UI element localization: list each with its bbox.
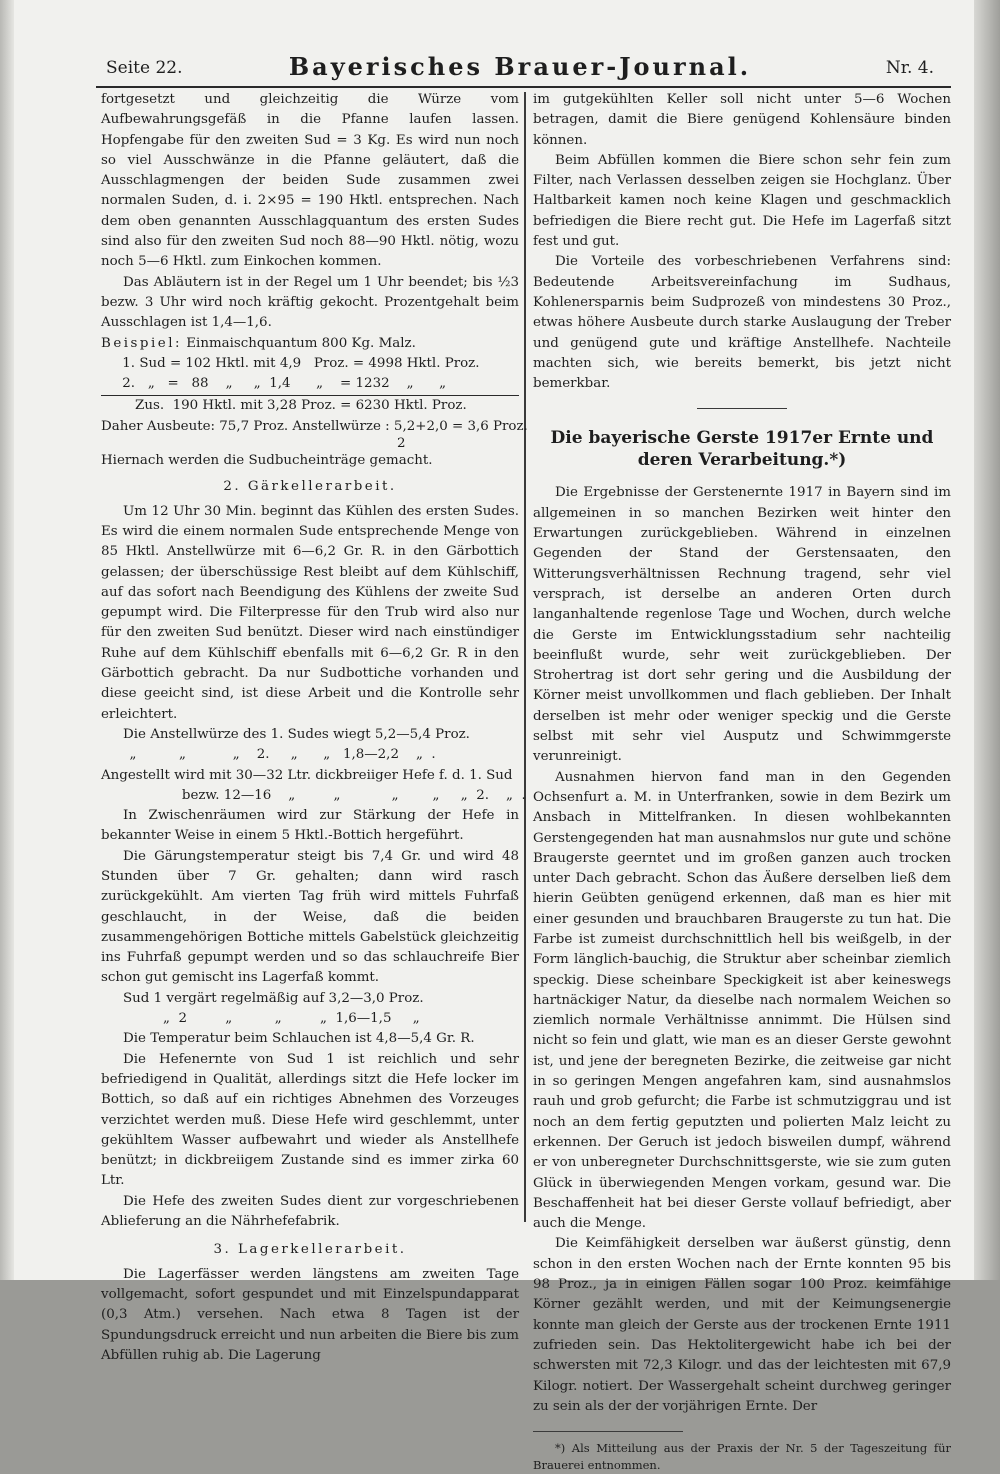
page-number: Seite 22. <box>106 58 183 78</box>
footnote: *) Als Mitteilung aus der Praxis der Nr. 5 der Tageszeitung für Brauerei entnommen. <box>533 1441 951 1473</box>
paragraph: Beim Abfüllen kommen die Biere schon sehr fein zum Filter, nach Verlassen desselben zeigen sie Hochglanz. Über Haltbarkeit kamen noch keine Klagen und geschmacklich befriedigen die Biere recht gut. Die Hefe im Lagerfaß sitzt fest und gut. <box>533 152 951 250</box>
paragraph: Die Ergebnisse der Gerstenernte 1917 in Bayern sind im allgemeinen in so manchen Bezirken weit hinter den Erwartungen zurückgeblieben. Während in einzelnen Gegenden der Stand der Gerstensaaten, den Witterungsverhältnissen Rechnung tragend, sehr viel versprach, ist derselbe an anderen Orten durch langanhaltende regenlose Tage und Wochen, durch welche die Gerste im Entwicklungsstadium sehr nachteilig beeinflußt wurde, sehr weit zurückgeblieben. Der Strohertrag ist dort sehr gering und die Ausbildung der Körner meist unvollkommen und flach geblieben. Der Inhalt derselben ist mehr oder weniger speckig und die Gerste selbst mit sehr viel Ausputz und Schwimmgerste verunreinigt. <box>533 485 951 765</box>
paragraph: Die Temperatur beim Schlauchen ist 4,8—5,4 Gr. R. <box>123 1031 475 1047</box>
paragraph: Die Hefe des zweiten Sudes dient zur vorgeschriebenen Ablieferung an die Nährhefefabrik. <box>101 1193 519 1230</box>
binding-edge <box>0 0 14 1280</box>
paragraph: Die Anstellwürze des 1. Sudes wiegt 5,2—5,4 Proz. <box>123 726 470 742</box>
calc-line: „ 2 „ „ „ 1,6—1,5 „ <box>163 1011 420 1027</box>
paragraph: Die Gärungstemperatur steigt bis 7,4 Gr. und wird 48 Stunden über 7 Gr. gehalten; dann wird rasch zurückgekühlt. Am vierten Tag früh wird mittels Fuhrfaß geschlaucht, in der Weise, daß die beiden zusammengehörigen Bottiche mittels Gabelstück gleichzeitig ins Fuhrfaß gepumpt werden und so das schlauchreife Bier schon gut gemischt ins Lagerfaß kommt. <box>101 848 519 986</box>
page-edge <box>974 0 1000 1280</box>
paragraph: Das Abläutern ist in der Regel um 1 Uhr beendet; bis ½3 bezw. 3 Uhr wird noch kräftig gekocht. Prozentgehalt beim Ausschlagen ist 1,4—1,6. <box>101 274 519 331</box>
issue-number: Nr. 4. <box>885 58 934 78</box>
running-head <box>100 52 940 82</box>
footnote-rule <box>533 1431 683 1432</box>
calc-line: „ „ „ 2. „ „ 1,8—2,2 „ . <box>121 747 436 763</box>
calc-line: 2. „ = 88 „ „ 1,4 „ = 1232 „ „ <box>101 376 447 392</box>
paragraph: Die Hefenernte von Sud 1 ist reichlich und sehr befriedigend in Qualität, allerdings sitzt die Hefe locker im Bottich, so daß auf ein richtiges Abnehmen des Vorzeuges verzichtet werden muß. Diese Hefe wird geschlemmt, unter gekühltem Wasser aufbewahrt und wieder als Anstellhefe benützt; in dickbreiigem Zustande sind es immer zirka 60 Ltr. <box>101 1051 519 1189</box>
paragraph: Sud 1 vergärt regelmäßig auf 3,2—3,0 Proz. <box>123 990 424 1006</box>
paragraph: Angestellt wird mit 30—32 Ltr. dickbreiiger Hefe f. d. 1. Sud <box>101 767 513 783</box>
section-rule <box>697 408 787 409</box>
paragraph: Die Lagerfässer werden längstens am zweiten Tage vollgemacht, sofort gespundet und mit Einzelspundapparat (0,3 Atm.) versehen. Nach etwa 8 Tagen ist der Spundungsdruck erreicht und nun arbeiten die Biere bis zum Abfüllen ruhig ab. Die Lagerung <box>101 1266 519 1363</box>
paragraph: In Zwischenräumen wird zur Stärkung der Hefe in bekannter Weise in einem 5 Hktl.-Bottich hergeführt. <box>101 808 519 844</box>
calc-line: 1. Sud = 102 Hktl. mit 4,9 Proz. = 4998 Hktl. Proz. <box>101 355 480 371</box>
example-line <box>101 334 519 354</box>
example-label: Beispiel: <box>101 335 182 351</box>
calc-line: bezw. 12—16 „ „ „ „ „ 2. „ . <box>101 787 526 803</box>
calc-yield: Daher Ausbeute: 75,7 Proz. Anstellwürze : 5,2+2,0 = 3,6 Proz. <box>101 418 528 434</box>
journal-title: Bayerisches Brauer-Journal. <box>288 52 752 81</box>
paragraph: Die Vorteile des vorbeschriebenen Verfahrens sind: Bedeutende Arbeitsvereinfachung im Sudhaus, Kohlenersparnis beim Sudprozeß von mindestens 30 Proz., etwas höhere Ausbeute durch starke Auslaugung der Treber und genügend gute und kräftige Anstellhefe. Nachteile machten sich, wie bereits bemerkt, bis jetzt nicht bemerkbar. <box>533 254 951 392</box>
paragraph: Ausnahmen hiervon fand man in den Gegenden Ochsenfurt a. M. in Unterfranken, sowie in dem Bezirk um Ansbach in Mittelfranken. In diesen wohlbekannten Gerstengegenden hat man ausnahmslos nur gute und schöne Braugerste geerntet und im großen ganzen auch trocken unter Dach gebracht. Schon das Äußere derselben ließ dem hierin Geübten genügend erkennen, daß man es hier mit einer gesunden und brauchbaren Braugerste zu tun hat. Die Farbe ist zumeist durchschnittlich hell bis weißgelb, in der Form länglich-bauchig, die Struktur aber scheinbar ziemlich speckig. Diese scheinbare Speckigkeit ist aber keineswegs hartnäckiger Natur, da dieselbe nach normalem Weichen so ziemlich normale Verhältnisse annimmt. Die Hülsen sind nicht so fein und glatt, wie man es an dieser Gerste gewohnt ist, und jene der beregneten Bezirke, die zeitweise gar nicht in so geringen Mengen angefahren kam, sind ausnahmslos rauh und grob gefurcht; die Farbe ist schmutziggrau und ist noch an dem fertig geputzten und polierten Malz leicht zu erkennen. Der Geruch ist jedoch bisweilen dumpf, während er von unberegneter Durchschnittsgerste, wie sie zum guten Glück in überwiegenden Mengen vorkam, gesund war. Die Beschaffenheit hat bei dieser Gerste vollauf befriedigt, aber auch die Menge. <box>533 769 951 1232</box>
paragraph: Die Keimfähigkeit derselben war äußerst günstig, denn schon in den ersten Wochen nach der Ernte konnten 95 bis 98 Proz., ja in einigen Fällen sogar 100 Proz. keimfähige Körner gezählt werden, und mit der Keimungsenergie konnte man gleich der Gerste aus der trockenen Ernte 1911 zufrieden sein. Das Hektolitergewicht habe ich bei der schwersten mit 72,3 Kilogr. und das der leichtesten mit 67,9 Kilogr. notiert. Der Wassergehalt scheint durchweg geringer zu sein als der der vorjährigen Ernte. Der <box>533 1236 951 1414</box>
calc-sum: Zus. 190 Hktl. mit 3,28 Proz. = 6230 Hktl. Proz. <box>101 395 519 416</box>
paragraph: im gutgekühlten Keller soll nicht unter 5—6 Wochen betragen, damit die Biere genügend Kohlensäure binden können. <box>533 92 951 148</box>
right-column <box>533 90 951 1474</box>
paragraph: Hiernach werden die Sudbucheinträge gemacht. <box>101 453 433 469</box>
article-title: Die bayerische Gerste 1917er Ernte und deren Verarbeitung.*) <box>550 428 934 471</box>
left-column <box>101 90 528 1366</box>
calc-divisor: 2 <box>397 436 406 452</box>
paragraph: Um 12 Uhr 30 Min. beginnt das Kühlen des ersten Sudes. Es wird die einem normalen Sude entsprechende Menge von 85 Hktl. Anstellwürze mit 6—6,2 Gr. R. in den Gärbottich gelassen; der überschüssige Rest bleibt auf dem Kühlschiff, auf das sofort nach Beendigung des Kühlens der zweite Sud gepumpt wird. Die Filterpresse für den Trub wird also nur für den zweiten Sud benützt. Dieser wird nach einstündiger Ruhe auf dem Kühlschiff ebenfalls mit 6—6,2 Gr. R in den Gärbottich gebracht. Da nur Sudbottiche vorhanden und diese geeicht sind, ist diese Arbeit und die Kontrolle sehr erleichtert. <box>101 503 519 722</box>
header-rule <box>96 86 951 88</box>
section-title: 3. Lagerkellerarbeit. <box>213 1242 407 1258</box>
column-divider <box>524 92 526 1222</box>
paragraph: fortgesetzt und gleichzeitig die Würze vom Aufbewahrungsgefäß in die Pfanne laufen lassen. Hopfengabe für den zweiten Sud = 3 Kg. Es wird nun noch so viel Ausschwänze in die Pfanne geläutert, daß die Ausschlagmengen der beiden Sude zusammen zwei normalen Suden, d. i. 2×95 = 190 Hktl. entsprechen. Nach dem oben genannten Ausschlagquantum des ersten Sudes sind also für den zweiten Sud noch 88—90 Hktl. nötig, wozu noch 5—6 Hktl. zum Einkochen kommen. <box>101 92 519 270</box>
example-text: Einmaischquantum 800 Kg. Malz. <box>182 335 416 351</box>
section-title: 2. Gärkellerarbeit. <box>223 479 397 495</box>
